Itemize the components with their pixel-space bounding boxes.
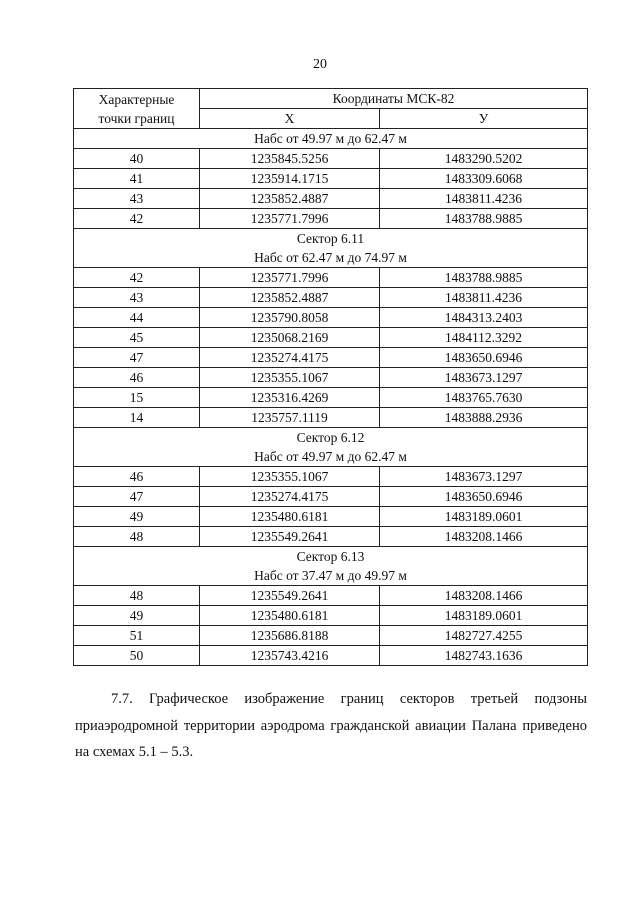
point-cell: 42 (74, 268, 200, 288)
y-cell: 1483290.5202 (380, 149, 588, 169)
coordinates-table (73, 88, 588, 666)
point-cell: 49 (74, 606, 200, 626)
x-cell: 1235355.1067 (200, 467, 380, 487)
x-cell: 1235480.6181 (200, 606, 380, 626)
point-cell: 44 (74, 308, 200, 328)
section-heading: Набс от 49.97 м до 62.47 м (74, 129, 588, 149)
x-cell: 1235274.4175 (200, 487, 380, 507)
table-header (74, 89, 588, 129)
table-row (74, 487, 588, 507)
x-cell: 1235845.5256 (200, 149, 380, 169)
point-cell: 14 (74, 408, 200, 428)
section-row (74, 428, 588, 448)
point-cell: 43 (74, 288, 200, 308)
y-cell: 1483650.6946 (380, 348, 588, 368)
point-cell: 43 (74, 189, 200, 209)
x-cell: 1235686.8188 (200, 626, 380, 646)
point-cell: 46 (74, 467, 200, 487)
section-row (74, 566, 588, 586)
paragraph-line-3: на схемах 5.1 – 5.3. (75, 744, 194, 760)
table-row (74, 169, 588, 189)
table-row (74, 288, 588, 308)
y-cell: 1483650.6946 (380, 487, 588, 507)
y-cell: 1483811.4236 (380, 189, 588, 209)
table-row (74, 328, 588, 348)
y-cell: 1483208.1466 (380, 527, 588, 547)
x-cell: 1235914.1715 (200, 169, 380, 189)
y-cell: 1483788.9885 (380, 268, 588, 288)
x-cell: 1235790.8058 (200, 308, 380, 328)
point-cell: 41 (74, 169, 200, 189)
table-row (74, 606, 588, 626)
section-row (74, 447, 588, 467)
section-heading: Набс от 37.47 м до 49.97 м (74, 566, 588, 586)
y-column-header: У (380, 109, 588, 129)
y-cell: 1483189.0601 (380, 507, 588, 527)
table-row (74, 368, 588, 388)
y-cell: 1483811.4236 (380, 288, 588, 308)
table-row (74, 388, 588, 408)
x-cell: 1235771.7996 (200, 209, 380, 229)
x-cell: 1235355.1067 (200, 368, 380, 388)
point-cell: 40 (74, 149, 200, 169)
point-cell: 42 (74, 209, 200, 229)
section-row (74, 547, 588, 567)
section-heading: Сектор 6.12 (74, 428, 588, 448)
point-cell: 48 (74, 527, 200, 547)
point-cell: 50 (74, 646, 200, 666)
table-row (74, 626, 588, 646)
x-cell: 1235068.2169 (200, 328, 380, 348)
x-cell: 1235757.1119 (200, 408, 380, 428)
point-cell: 51 (74, 626, 200, 646)
x-cell: 1235549.2641 (200, 586, 380, 606)
section-heading: Сектор 6.11 (74, 229, 588, 249)
point-cell: 15 (74, 388, 200, 408)
table-row (74, 209, 588, 229)
section-row (74, 248, 588, 268)
y-cell: 1483788.9885 (380, 209, 588, 229)
paragraph-line-2: приаэродромной территории аэродрома гражданской авиации Палана приведено (75, 717, 587, 734)
x-cell: 1235852.4887 (200, 189, 380, 209)
table-row (74, 646, 588, 666)
point-cell: 49 (74, 507, 200, 527)
y-cell: 1484112.3292 (380, 328, 588, 348)
x-cell: 1235743.4216 (200, 646, 380, 666)
point-cell: 47 (74, 348, 200, 368)
y-cell: 1483673.1297 (380, 368, 588, 388)
table-row (74, 189, 588, 209)
y-cell: 1482727.4255 (380, 626, 588, 646)
table-row (74, 268, 588, 288)
paragraph-7-7 (75, 686, 587, 766)
points-column-header (74, 89, 200, 129)
paragraph-line-1 (75, 686, 587, 713)
x-cell: 1235549.2641 (200, 527, 380, 547)
point-cell: 46 (74, 368, 200, 388)
y-cell: 1483309.6068 (380, 169, 588, 189)
y-cell: 1482743.1636 (380, 646, 588, 666)
y-cell: 1483765.7630 (380, 388, 588, 408)
y-cell: 1483189.0601 (380, 606, 588, 626)
table-row (74, 527, 588, 547)
y-cell: 1483208.1466 (380, 586, 588, 606)
table-row (74, 408, 588, 428)
y-cell: 1483888.2936 (380, 408, 588, 428)
x-cell: 1235480.6181 (200, 507, 380, 527)
point-cell: 45 (74, 328, 200, 348)
x-cell: 1235316.4269 (200, 388, 380, 408)
x-cell: 1235852.4887 (200, 288, 380, 308)
x-column-header: Х (200, 109, 380, 129)
x-cell: 1235274.4175 (200, 348, 380, 368)
table-row (74, 467, 588, 487)
points-header-line1: Характерные (98, 91, 175, 107)
point-cell: 48 (74, 586, 200, 606)
section-row (74, 229, 588, 249)
table-body (74, 129, 588, 666)
x-cell: 1235771.7996 (200, 268, 380, 288)
table-row (74, 348, 588, 368)
point-cell: 47 (74, 487, 200, 507)
points-header-line2: точки границ (98, 110, 175, 126)
coordinates-header: Координаты МСК-82 (200, 89, 588, 109)
table-row (74, 308, 588, 328)
page-number: 20 (313, 57, 327, 72)
paragraph-line-1-text: 7.7. Графическое изображение границ секторов третьей подзоны (111, 691, 587, 707)
section-heading: Сектор 6.13 (74, 547, 588, 567)
section-heading: Набс от 62.47 м до 74.97 м (74, 248, 588, 268)
table-row (74, 586, 588, 606)
y-cell: 1484313.2403 (380, 308, 588, 328)
table-row (74, 149, 588, 169)
section-row (74, 129, 588, 149)
y-cell: 1483673.1297 (380, 467, 588, 487)
section-heading: Набс от 49.97 м до 62.47 м (74, 447, 588, 467)
table-row (74, 507, 588, 527)
